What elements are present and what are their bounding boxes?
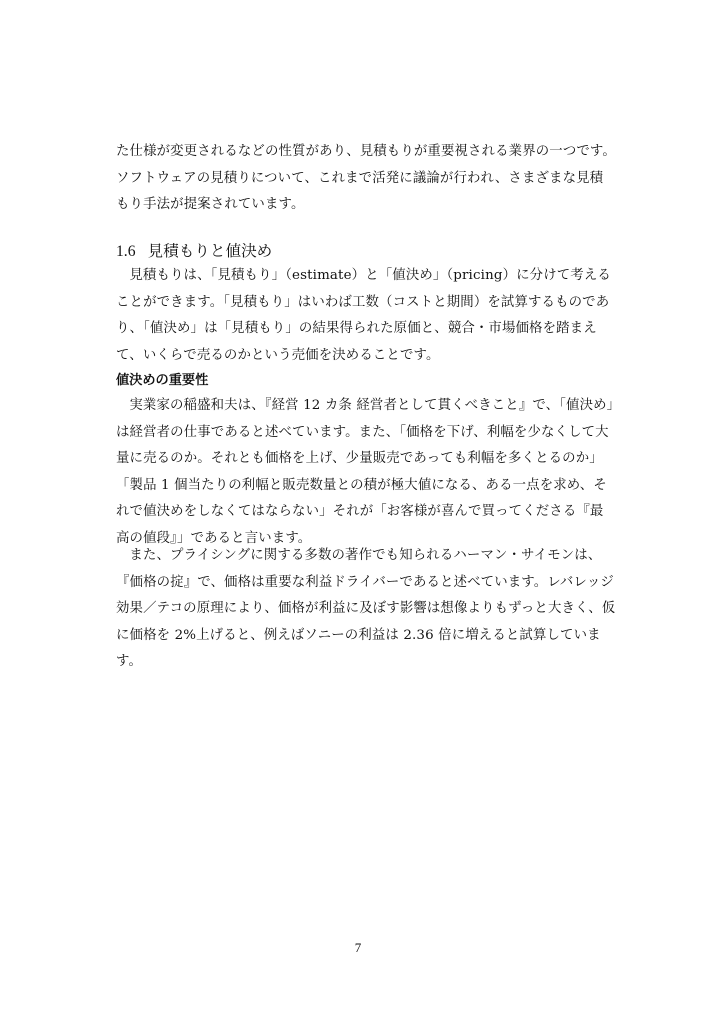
subsection-paragraph-2: また、プライシングに関する多数の著作でも知られるハーマン・サイモンは、『価格の掟』で、価格は重要な利益ドライバーであると述べています。レバレッジ効果／テコの原理により、価格が利益に及ぼす影響は想像よりもずっと大きく、仮に価格を 2%上げると、例えばソニーの利益は 2.36 倍に増えると試算しています。 [116,548,616,670]
section-heading [116,238,616,265]
page-number: 7 [354,940,362,955]
section-number: 1.6 [116,243,136,260]
section-title: 見積もりと値決め [147,242,273,260]
intro-paragraph: た仕様が変更されるなどの性質があり、見積もりが重要視される業界の一つです。ソフトウェアの見積りについて、これまで活発に議論が行われ、さまざまな見積もり手法が提案されています。 [116,144,616,213]
subsection-paragraph-1: 実業家の稲盛和夫は、『経営 12 カ条 経営者として貫くべきこと』で、「値決め」は経営者の仕事であると述べています。また、「価格を下げ、利幅を少なくして大量に売るのか。それとも価格を上げ、少量販売であっても利幅を多くとるのか」「製品 1 個当たりの利幅と販売数量との積が極大値になる、ある一点を求め、それで値決めをしなくてはならない」それが「お客様が喜んで買ってくださる『最高の値段』」であると言います。 [116,398,614,546]
section-paragraph: 見積もりは、「見積もり」（estimate）と「値決め」（pricing）に分けて考えることができます。「見積もり」はいわば工数（コストと期間）を試算するものであり、「値決め」は「見積もり」の結果得られた原価と、競合・市場価格を踏まえて、いくらで売るのかという売価を決めることです。 [116,268,611,363]
subsection-heading: 値決めの重要性 [116,373,209,388]
